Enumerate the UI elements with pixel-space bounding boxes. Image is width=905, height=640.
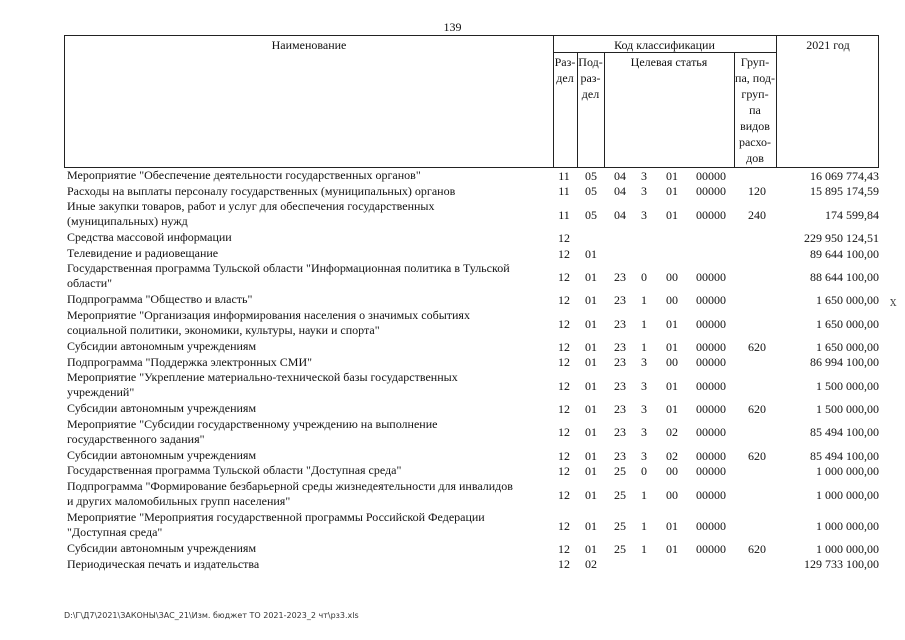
program-cell: 23 <box>614 355 626 370</box>
activity-cell: 01 <box>666 518 678 533</box>
subprogram-cell: 1 <box>641 293 647 308</box>
subprogram-cell: 3 <box>641 402 647 416</box>
row-name-line: Подпрограмма "Общество и власть" <box>67 292 253 307</box>
podrazdel-cell: 01 <box>585 425 597 440</box>
amount-cell: 85 494 100,00 <box>810 448 879 463</box>
amount-cell: 85 494 100,00 <box>810 425 879 440</box>
row-name-line: Иные закупки товаров, работ и услуг для обеспечения государственных <box>67 199 435 214</box>
podrazdel-cell: 01 <box>585 339 597 354</box>
group-header-line: па <box>749 103 761 117</box>
group-header-line: груп- <box>741 87 769 101</box>
amount-cell: 1 000 000,00 <box>816 541 879 556</box>
subprogram-cell: 3 <box>641 355 647 370</box>
razdel-cell: 12 <box>558 487 570 502</box>
code-column-header: Код классификации <box>614 38 715 52</box>
podrazdel-cell: 02 <box>585 557 597 572</box>
row-name <box>67 541 553 556</box>
row-name-line: Субсидии автономным учреждениям <box>67 541 257 555</box>
expense-group-column-header <box>734 54 776 166</box>
podrazdel-cell: 01 <box>585 269 597 284</box>
razdel-cell: 12 <box>558 246 570 261</box>
amount-cell: 1 650 000,00 <box>816 339 879 354</box>
razdel-cell: 11 <box>558 184 570 199</box>
activity-cell: 02 <box>666 448 678 463</box>
program-cell: 04 <box>614 184 626 199</box>
row-name-line: Субсидии автономным учреждениям <box>67 339 257 353</box>
table-row <box>0 184 905 200</box>
direction-cell: 00000 <box>696 355 726 370</box>
razdel-cell: 12 <box>558 448 570 463</box>
table-row <box>0 417 905 448</box>
razdel-cell: 12 <box>558 293 570 308</box>
razdel-header-line: дел <box>556 71 574 85</box>
row-name <box>67 479 553 509</box>
name-column-header: Наименование <box>271 38 347 52</box>
group-header-line: видов <box>740 119 770 133</box>
amount-cell: 16 069 774,43 <box>810 168 879 183</box>
year-column-header: 2021 год <box>806 38 850 52</box>
program-cell: 25 <box>614 518 626 533</box>
group-header-line: расхо- <box>738 135 772 149</box>
amount-cell: 229 950 124,51 <box>804 231 879 245</box>
group-header-line: Груп- <box>740 55 770 69</box>
activity-cell: 01 <box>666 316 678 331</box>
podrazdel-header-line: дел <box>581 87 600 101</box>
table-row <box>0 246 905 262</box>
amount-cell: 1 650 000,00 <box>816 293 879 308</box>
table-header <box>64 35 879 168</box>
razdel-cell: 12 <box>558 339 570 354</box>
subprogram-cell: 1 <box>641 316 647 331</box>
row-name <box>67 168 553 183</box>
row-name-line: Мероприятие "Организация информирования населения о значимых событиях <box>67 308 470 322</box>
row-name-line: Подпрограмма "Формирование безбарьерной среды жизнедеятельности для инвалидов <box>67 479 513 493</box>
razdel-cell: 12 <box>558 231 570 245</box>
table-row <box>0 292 905 308</box>
table-row <box>0 463 905 479</box>
program-cell: 04 <box>614 207 626 222</box>
activity-cell: 01 <box>666 207 678 222</box>
razdel-cell: 11 <box>558 168 570 183</box>
razdel-cell: 12 <box>558 425 570 440</box>
row-name <box>67 292 553 307</box>
row-name-line: Телевидение и радиовещание <box>67 245 219 260</box>
row-name-line: Мероприятие "Укрепление материально-технической базы государственных <box>67 370 458 385</box>
table-row <box>0 541 905 557</box>
program-cell: 23 <box>614 316 626 331</box>
table-row <box>0 479 905 510</box>
row-name-line: учреждений" <box>67 385 135 400</box>
razdel-cell: 12 <box>558 316 570 331</box>
razdel-cell: 12 <box>558 402 570 416</box>
razdel-cell: 12 <box>558 269 570 284</box>
subprogram-cell: 3 <box>641 168 647 183</box>
row-name-line: Подпрограмма "Поддержка электронных СМИ" <box>67 354 313 369</box>
activity-cell: 01 <box>666 339 678 354</box>
subprogram-cell: 3 <box>641 378 647 393</box>
podrazdel-header-line: раз- <box>580 71 601 85</box>
subprogram-cell: 0 <box>641 464 647 479</box>
program-cell: 23 <box>614 402 626 416</box>
amount-cell: 1 000 000,00 <box>816 464 879 479</box>
table-row <box>0 557 905 573</box>
row-name <box>67 510 553 540</box>
podrazdel-cell: 01 <box>585 316 597 331</box>
podrazdel-column-header <box>577 54 604 102</box>
row-name <box>67 448 553 463</box>
razdel-column-header <box>553 54 577 86</box>
program-cell: 23 <box>614 339 626 354</box>
program-cell: 25 <box>614 464 626 479</box>
program-cell: 25 <box>614 487 626 502</box>
table-row <box>0 401 905 417</box>
podrazdel-cell: 05 <box>585 184 597 199</box>
subprogram-cell: 3 <box>641 448 647 463</box>
row-name-line: и других маломобильных групп населения" <box>67 494 291 508</box>
margin-mark: Ⅹ <box>890 298 897 308</box>
amount-cell: 88 644 100,00 <box>810 269 879 284</box>
program-cell: 23 <box>614 293 626 308</box>
divider <box>776 36 777 167</box>
subprogram-cell: 1 <box>641 339 647 354</box>
program-cell: 04 <box>614 168 626 183</box>
row-name-line: Мероприятие "Мероприятия государственной программы Российской Федерации <box>67 510 485 524</box>
podrazdel-cell: 01 <box>585 518 597 533</box>
table-row <box>0 261 905 292</box>
direction-cell: 00000 <box>696 207 726 222</box>
direction-cell: 00000 <box>696 184 726 199</box>
podrazdel-cell: 01 <box>585 448 597 463</box>
row-name-line: "Доступная среда" <box>67 525 163 539</box>
podrazdel-cell: 01 <box>585 293 597 308</box>
amount-cell: 1 500 000,00 <box>816 378 879 393</box>
direction-cell: 00000 <box>696 316 726 331</box>
row-name-line: (муниципальных) нужд <box>67 214 188 229</box>
subprogram-cell: 0 <box>641 269 647 284</box>
podrazdel-cell: 01 <box>585 487 597 502</box>
podrazdel-cell: 05 <box>585 168 597 183</box>
table-row <box>0 339 905 355</box>
razdel-cell: 12 <box>558 541 570 556</box>
activity-cell: 01 <box>666 184 678 199</box>
razdel-cell: 11 <box>558 207 570 222</box>
amount-cell: 1 500 000,00 <box>816 402 879 416</box>
razdel-cell: 12 <box>558 464 570 479</box>
program-cell: 23 <box>614 425 626 440</box>
group-cell: 620 <box>748 402 766 416</box>
row-name <box>67 230 553 245</box>
row-name <box>67 355 553 370</box>
podrazdel-cell: 01 <box>585 246 597 261</box>
row-name <box>67 417 553 447</box>
amount-cell: 89 644 100,00 <box>810 246 879 261</box>
amount-cell: 1 000 000,00 <box>816 518 879 533</box>
table-row <box>0 308 905 339</box>
row-name-line: Мероприятие "Субсидии государственному учреждению на выполнение <box>67 416 438 431</box>
subprogram-cell: 3 <box>641 207 647 222</box>
row-name <box>67 261 553 291</box>
activity-cell: 00 <box>666 355 678 370</box>
row-name <box>67 184 553 199</box>
activity-cell: 02 <box>666 425 678 440</box>
group-header-line: дов <box>746 151 764 165</box>
group-cell: 240 <box>748 207 766 222</box>
row-name <box>67 199 553 229</box>
activity-cell: 01 <box>666 541 678 556</box>
row-name <box>67 308 553 338</box>
podrazdel-cell: 01 <box>585 402 597 416</box>
activity-cell: 00 <box>666 293 678 308</box>
program-cell: 23 <box>614 378 626 393</box>
direction-cell: 00000 <box>696 378 726 393</box>
activity-cell: 01 <box>666 402 678 416</box>
group-cell: 620 <box>748 448 766 463</box>
amount-cell: 1 000 000,00 <box>816 487 879 502</box>
row-name <box>67 401 553 416</box>
table-row <box>0 199 905 230</box>
razdel-cell: 12 <box>558 557 570 572</box>
activity-cell: 00 <box>666 464 678 479</box>
direction-cell: 00000 <box>696 168 726 183</box>
direction-cell: 00000 <box>696 448 726 463</box>
direction-cell: 00000 <box>696 541 726 556</box>
razdel-header-line: Раз- <box>554 55 576 69</box>
row-name <box>67 557 553 572</box>
podrazdel-header-line: Под- <box>578 55 603 69</box>
activity-cell: 00 <box>666 269 678 284</box>
row-name-line: социальной политики, экономики, культуры, науки и спорта" <box>67 323 380 337</box>
direction-cell: 00000 <box>696 402 726 416</box>
razdel-cell: 12 <box>558 378 570 393</box>
row-name-line: Средства массовой информации <box>67 230 232 245</box>
subprogram-cell: 3 <box>641 425 647 440</box>
direction-cell: 00000 <box>696 464 726 479</box>
amount-cell: 174 599,84 <box>825 207 879 222</box>
row-name-line: Государственная программа Тульской области "Информационная политика в Тульской <box>67 261 510 276</box>
direction-cell: 00000 <box>696 518 726 533</box>
row-name-line: области" <box>67 276 113 291</box>
amount-cell: 129 733 100,00 <box>804 557 879 572</box>
podrazdel-cell: 01 <box>585 355 597 370</box>
direction-cell: 00000 <box>696 425 726 440</box>
activity-cell: 00 <box>666 487 678 502</box>
table-row <box>0 230 905 246</box>
razdel-cell: 12 <box>558 518 570 533</box>
amount-cell: 1 650 000,00 <box>816 316 879 331</box>
subprogram-cell: 1 <box>641 541 647 556</box>
row-name-line: Государственная программа Тульской области "Доступная среда" <box>67 463 402 478</box>
razdel-cell: 12 <box>558 355 570 370</box>
row-name <box>67 463 553 478</box>
subprogram-cell: 1 <box>641 518 647 533</box>
group-cell: 620 <box>748 541 766 556</box>
podrazdel-cell: 01 <box>585 541 597 556</box>
activity-cell: 01 <box>666 168 678 183</box>
group-header-line: па, под- <box>735 71 775 85</box>
target-article-column-header: Целевая статья <box>630 55 708 69</box>
group-cell: 620 <box>748 339 766 354</box>
direction-cell: 00000 <box>696 487 726 502</box>
program-cell: 23 <box>614 448 626 463</box>
row-name-line: Субсидии автономным учреждениям <box>67 401 257 416</box>
amount-cell: 86 994 100,00 <box>810 355 879 370</box>
row-name-line: Субсидии автономным учреждениям <box>67 447 257 462</box>
row-name <box>67 246 553 261</box>
table-row <box>0 370 905 401</box>
row-name <box>67 339 553 354</box>
program-cell: 25 <box>614 541 626 556</box>
podrazdel-cell: 01 <box>585 464 597 479</box>
activity-cell: 01 <box>666 378 678 393</box>
table-row <box>0 355 905 371</box>
row-name <box>67 370 553 400</box>
row-name-line: Мероприятие "Обеспечение деятельности государственных органов" <box>67 168 421 182</box>
amount-cell: 15 895 174,59 <box>810 184 879 199</box>
table-row <box>0 448 905 464</box>
podrazdel-cell: 05 <box>585 207 597 222</box>
table-row <box>0 510 905 541</box>
direction-cell: 00000 <box>696 269 726 284</box>
subprogram-cell: 1 <box>641 487 647 502</box>
direction-cell: 00000 <box>696 339 726 354</box>
program-cell: 23 <box>614 269 626 284</box>
row-name-line: Расходы на выплаты персоналу государственных (муниципальных) органов <box>67 183 456 198</box>
podrazdel-cell: 01 <box>585 378 597 393</box>
page-number: 139 <box>443 20 462 34</box>
subprogram-cell: 3 <box>641 184 647 199</box>
file-path-footer: D:\Г\Д7\2021\ЗАКОНЫ\ЗАС_21\Изм. бюджет ТО 2021-2023_2 чт\рз3.xls <box>64 611 359 620</box>
group-cell: 120 <box>748 184 766 199</box>
row-name-line: Периодическая печать и издательства <box>67 556 260 571</box>
row-name-line: государственного задания" <box>67 431 205 446</box>
table-row <box>0 168 905 184</box>
direction-cell: 00000 <box>696 293 726 308</box>
